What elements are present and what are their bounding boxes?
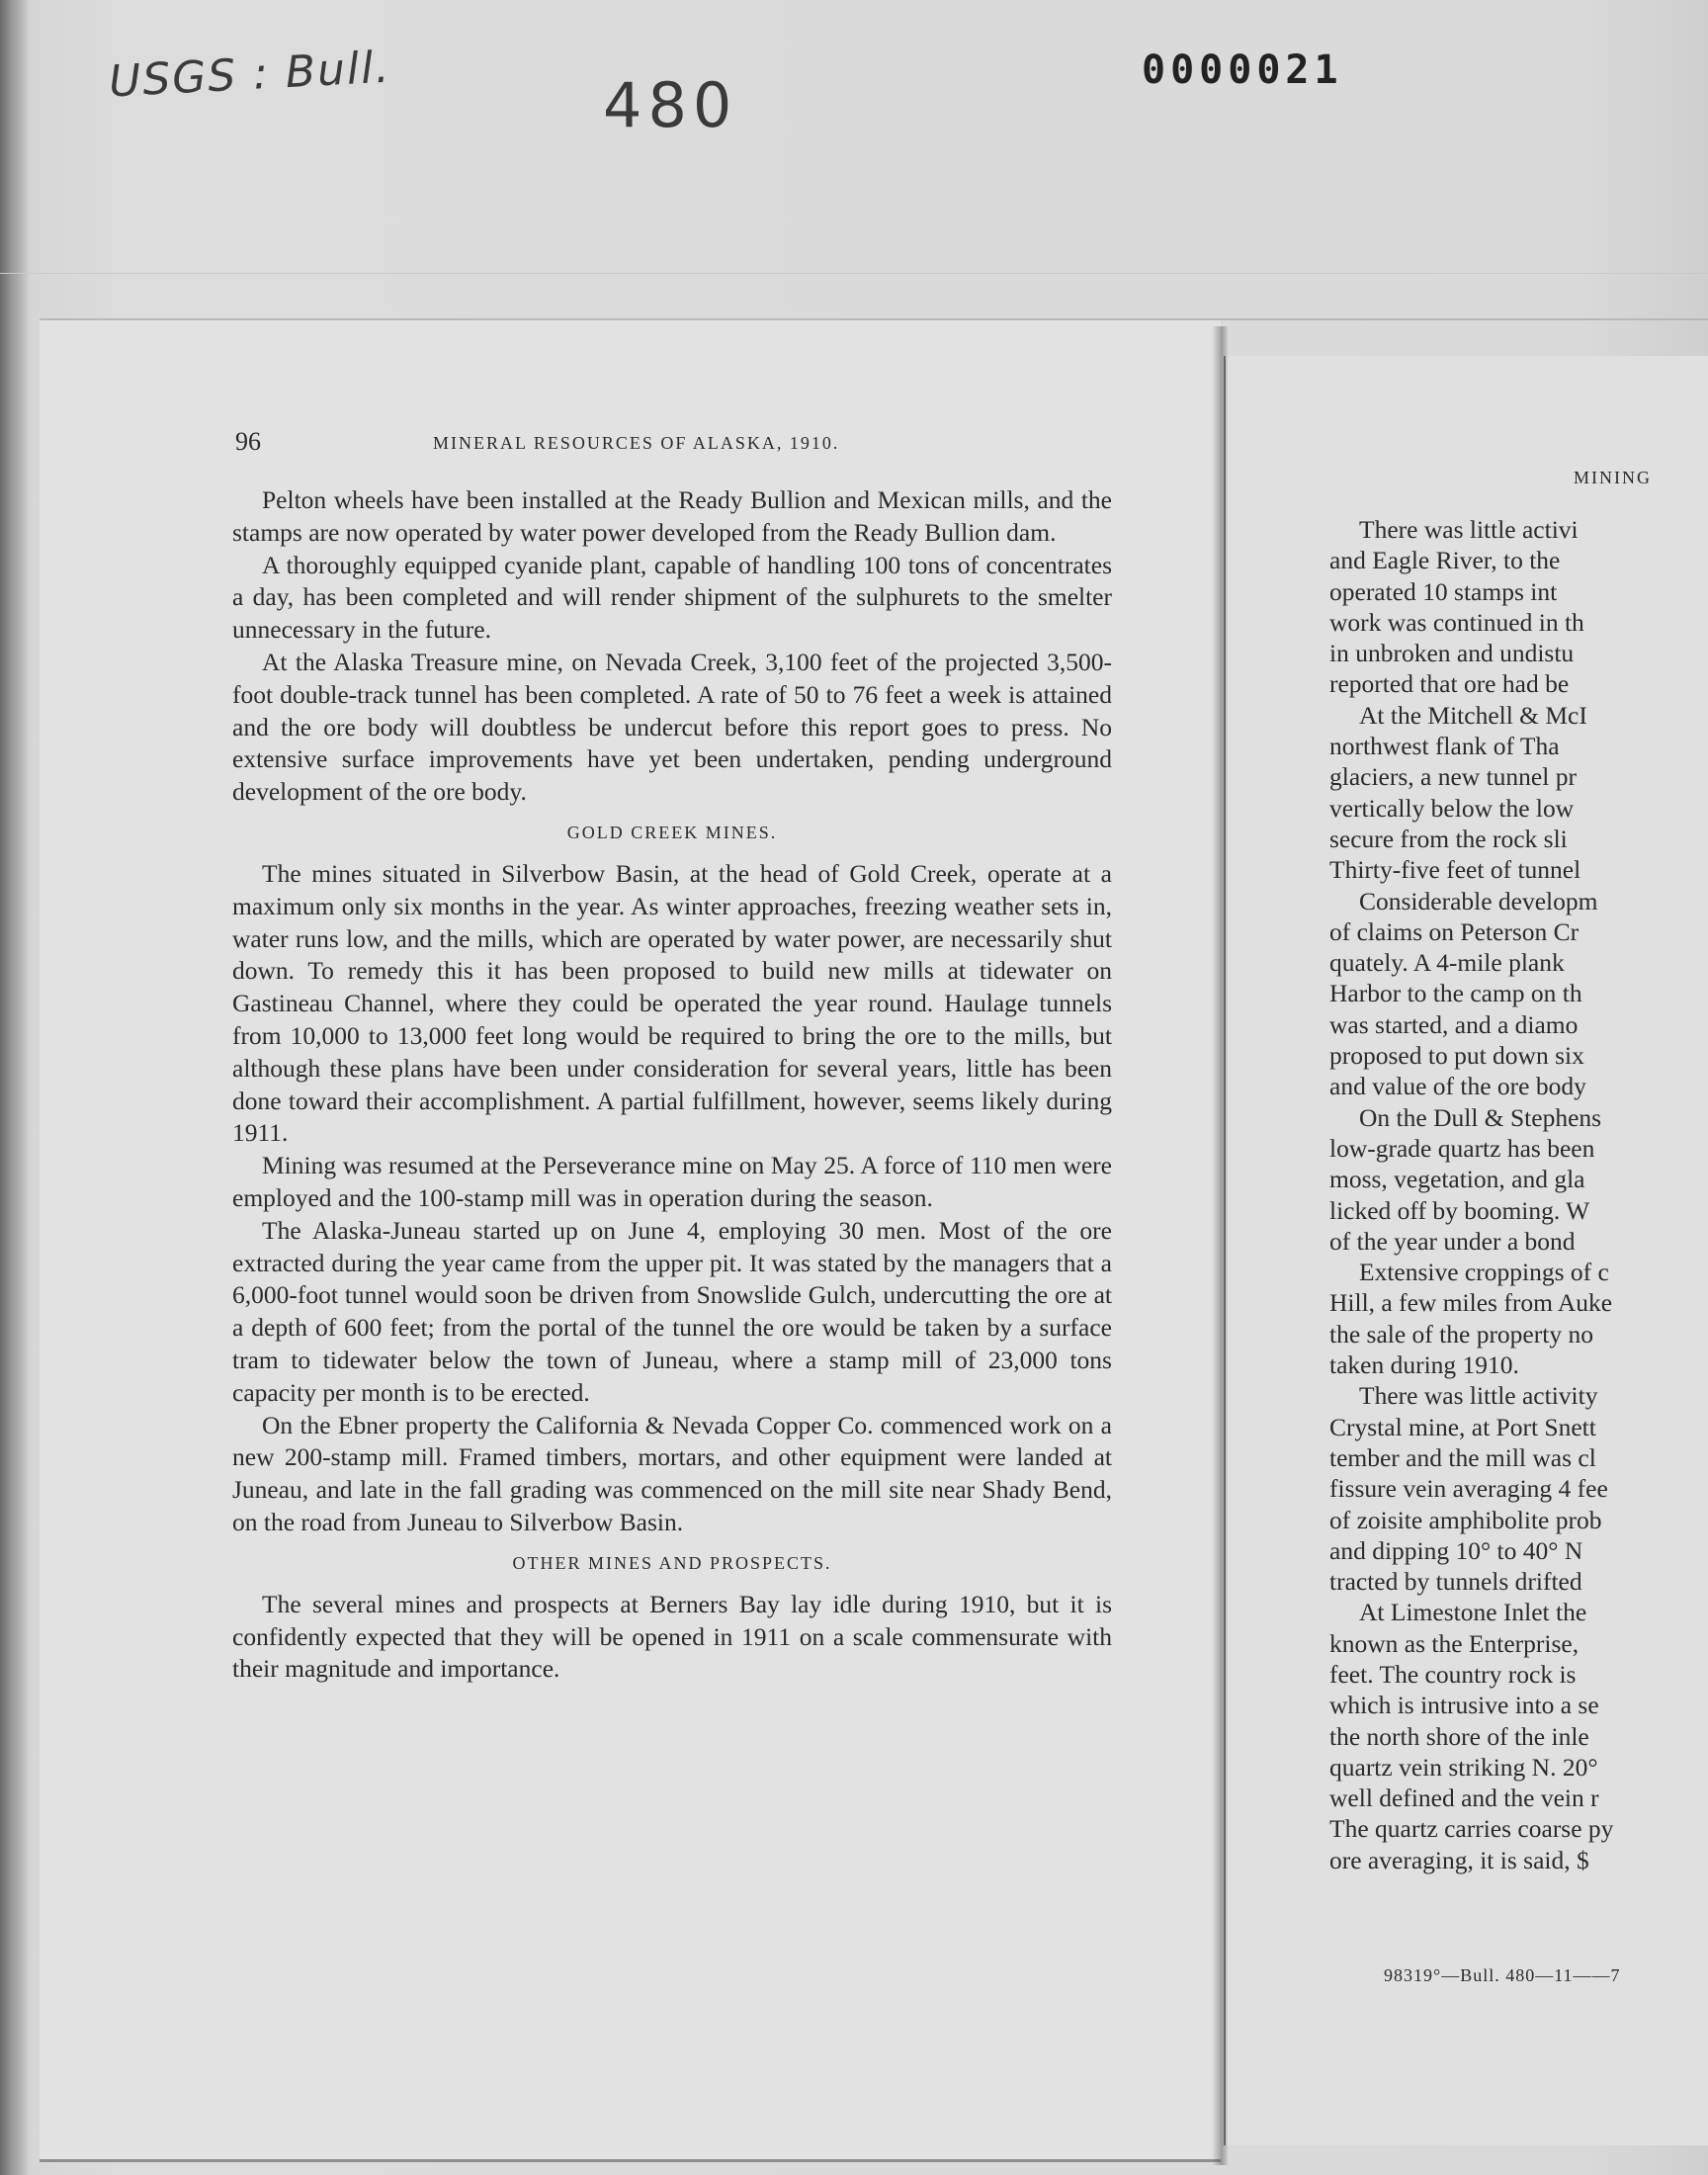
right-page-line: of claims on Peterson Cr: [1329, 916, 1580, 946]
right-page-line: well defined and the vein r: [1329, 1784, 1599, 1813]
right-page-line: and Eagle River, to the: [1329, 546, 1561, 575]
fold-line: [0, 273, 1708, 274]
right-page-line: operated 10 stamps int: [1329, 576, 1558, 606]
running-head: MINERAL RESOURCES OF ALASKA, 1910.: [433, 433, 840, 453]
handwritten-bulletin-number: 480: [603, 69, 738, 141]
right-page-line: ore averaging, it is said, $: [1329, 1845, 1589, 1874]
right-page-line: On the Dull & Stephens: [1359, 1102, 1602, 1132]
right-page-line: secure from the rock sli: [1329, 824, 1568, 853]
right-page-line: feet. The country rock is: [1329, 1659, 1577, 1689]
paragraph: The Alaska-Juneau started up on June 4, employing 30 men. Most of the ore extracted during the year came from the upper pit. It was stated by the managers that a 6,000-foot tunnel would soon be driven from Snowslide Gulch, undercutting the ore at a depth of 600 feet; from the portal of the tunnel the ore would be taken by a surface tram to tidewater below the town of Juneau, where a stamp mill of 23,000 tons capacity per month is to be erected.: [232, 1215, 1112, 1407]
right-page-line: quartz vein striking N. 20°: [1329, 1752, 1598, 1782]
right-page-line: glaciers, a new tunnel pr: [1329, 762, 1577, 792]
page-number: 96: [235, 427, 261, 456]
right-page-line: which is intrusive into a se: [1329, 1691, 1599, 1720]
right-page-line: Crystal mine, at Port Snett: [1329, 1412, 1596, 1441]
right-page-line: and dipping 10° to 40° N: [1329, 1535, 1583, 1565]
paragraph: A thoroughly equipped cyanide plant, capable of handling 100 tons of concentrates a day, has been completed and will render shipment of the sulphurets to the smelter unnecessary in the future.: [232, 550, 1112, 645]
right-page-line: tember and the mill was cl: [1329, 1442, 1596, 1472]
paragraph: On the Ebner property the California & Nevada Copper Co. commenced work on a new 200-stamp mill. Framed timbers, mortars, and other equipment were landed at Juneau, and late in the fall grading was commenced on the mill site near Shady Bend, on the road from Juneau to Silverbow Basin.: [232, 1410, 1112, 1536]
left-page-body: [232, 484, 1112, 1686]
right-page-line: Hill, a few miles from Auke: [1329, 1288, 1613, 1318]
handwritten-collection-mark: USGS : Bull.: [107, 42, 392, 108]
right-page-line: There was little activi: [1359, 515, 1579, 544]
section-heading-other-mines: OTHER MINES AND PROSPECTS.: [512, 1552, 832, 1573]
right-page-line: in unbroken and undistu: [1329, 639, 1575, 668]
paragraph: At the Alaska Treasure mine, on Nevada Creek, 3,100 feet of the projected 3,500-foot double-track tunnel has been completed. A rate of 50 to 76 feet a week is attained and the ore body will doubtless be undercut before this report goes to press. No extensive surface improvements have yet been undertaken, pending underground development of the ore body.: [232, 647, 1112, 807]
right-page-line: of the year under a bond: [1329, 1226, 1576, 1256]
gutter-shadow: [1212, 326, 1228, 2165]
right-page-line: Considerable developm: [1359, 886, 1598, 915]
scan-edge-shadow: [0, 0, 30, 2175]
right-page-line: There was little activity: [1359, 1381, 1598, 1411]
left-page-header: [235, 427, 1115, 467]
right-page-line: fissure vein averaging 4 fee: [1329, 1474, 1608, 1504]
right-page-line: reported that ore had be: [1329, 669, 1570, 699]
right-page-body: [1329, 514, 1708, 1967]
right-page-line: proposed to put down six: [1329, 1041, 1584, 1071]
right-page-line: known as the Enterprise,: [1329, 1628, 1580, 1658]
right-page-line: low-grade quartz has been: [1329, 1133, 1595, 1163]
right-page-line: vertically below the low: [1329, 793, 1575, 823]
right-page-line: At the Mitchell & McI: [1359, 700, 1587, 730]
right-page-line: of zoisite amphibolite prob: [1329, 1505, 1602, 1534]
right-page-line: Thirty-five feet of tunnel: [1329, 855, 1581, 885]
right-page-line: northwest flank of Tha: [1329, 732, 1560, 761]
paragraph: Mining was resumed at the Perseverance mine on May 25. A force of 110 men were employed and the 100-stamp mill was in operation during the season.: [232, 1151, 1112, 1212]
paragraph: The mines situated in Silverbow Basin, at the head of Gold Creek, operate at a maximum only six months in the year. As winter approaches, freezing weather sets in, water runs low, and the mills, which are operated by water power, are necessarily shut down. To remedy this it has been proposed to build new mills at tidewater on Gastineau Channel, where they could be operated the year round. Haulage tunnels from 10,000 to 13,000 feet long would be required to bring the ore to the mills, but although these plans have been under consideration for several years, little has been done toward their accomplishment. A partial fulfillment, however, seems likely during 1911.: [232, 858, 1112, 1148]
right-page-line: tracted by tunnels drifted: [1329, 1567, 1582, 1597]
paragraph: Pelton wheels have been installed at the Ready Bullion and Mexican mills, and the stamps are now operated by water power developed from the Ready Bullion dam.: [232, 485, 1112, 547]
right-page-line: work was continued in th: [1329, 607, 1584, 637]
right-page-line: the north shore of the inle: [1329, 1721, 1589, 1751]
right-page-line: Extensive croppings of c: [1359, 1258, 1609, 1287]
right-page-line: and value of the ore body: [1329, 1072, 1586, 1101]
printer-footnote: 98319°—Bull. 480—11——7: [1384, 1965, 1621, 1985]
stamped-document-id: 0000021: [1142, 47, 1343, 93]
right-running-head: MINING: [1574, 468, 1652, 487]
right-page-line: the sale of the property no: [1329, 1319, 1593, 1348]
right-page-line: licked off by booming. W: [1329, 1195, 1590, 1225]
section-heading-gold-creek: GOLD CREEK MINES.: [566, 822, 778, 842]
paragraph: The several mines and prospects at Berners Bay lay idle during 1910, but it is confidently expected that they will be opened in 1911 on a scale commensurate with their magnitude and importance.: [232, 1589, 1112, 1684]
right-page-line: At Limestone Inlet the: [1359, 1598, 1587, 1627]
right-page-line: taken during 1910.: [1329, 1350, 1519, 1380]
right-page-line: quately. A 4-mile plank: [1329, 948, 1565, 978]
right-page-line: was started, and a diamo: [1329, 1009, 1579, 1039]
right-page-line: Harbor to the camp on th: [1329, 979, 1582, 1008]
right-page-line: The quartz carries coarse py: [1329, 1814, 1614, 1844]
right-page-line: moss, vegetation, and gla: [1329, 1165, 1585, 1194]
